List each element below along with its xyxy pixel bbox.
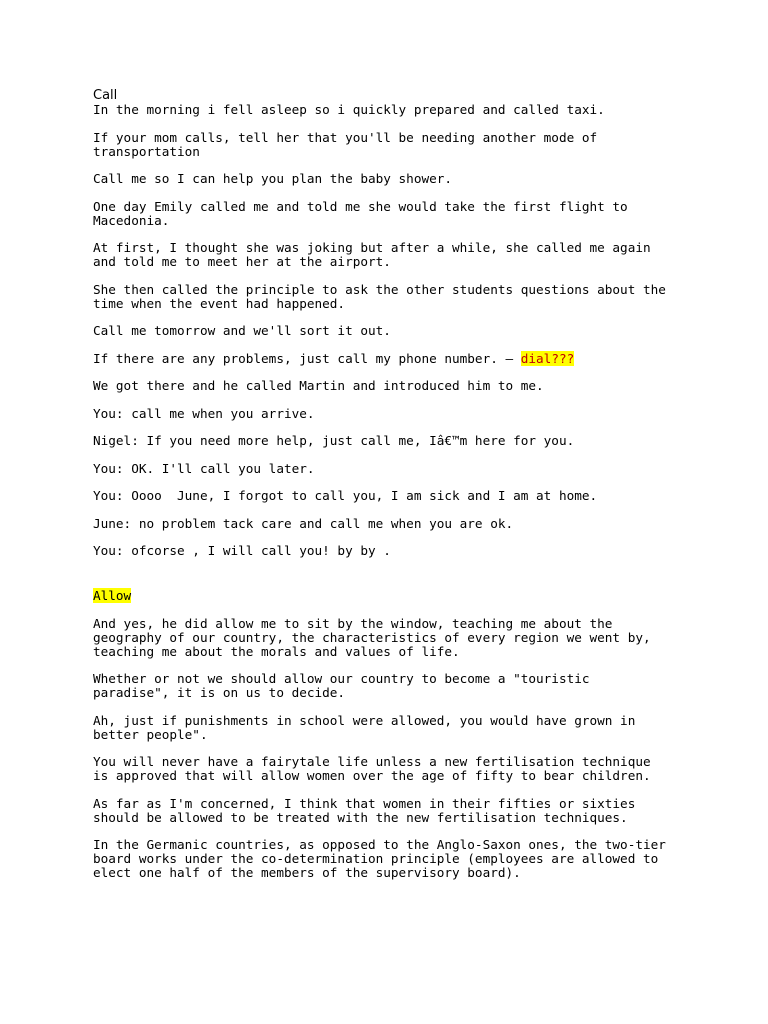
allow-paragraph: In the Germanic countries, as opposed to the Anglo-Saxon ones, the two-tier board works under the co-determination principle (employees are allowed to elect one half of the members of the supervisory board). bbox=[93, 837, 666, 880]
call-paragraph: You: ofcorse , I will call you! by by . bbox=[93, 543, 391, 558]
call-paragraph: You: Oooo June, I forgot to call you, I am sick and I am at home. bbox=[93, 488, 598, 503]
call-paragraph-text: If there are any problems, just call my phone number. – bbox=[93, 350, 521, 366]
section-heading-allow-text: Allow bbox=[93, 588, 132, 603]
call-paragraph: If your mom calls, tell her that you'll be needing another mode of transportation bbox=[93, 129, 598, 159]
section-heading-call: Call bbox=[93, 88, 118, 103]
call-paragraph: She then called the principle to ask the other students questions about the time when the event had happened. bbox=[93, 281, 666, 311]
section-heading-allow bbox=[93, 589, 693, 603]
call-paragraph: In the morning i fell asleep so i quickly prepared and called taxi. bbox=[93, 102, 605, 117]
allow-paragraph: And yes, he did allow me to sit by the window, teaching me about the geography of our country, the characteristics of every region we went by, teaching me about the morals and values of life. bbox=[93, 615, 651, 659]
highlighted-note-dial: dial??? bbox=[520, 350, 575, 366]
call-paragraph: At first, I thought she was joking but after a while, she called me again and told me to meet her at the airport. bbox=[93, 240, 651, 269]
document-page bbox=[93, 89, 693, 894]
call-paragraph: Call me so I can help you plan the baby shower. bbox=[93, 171, 453, 186]
allow-paragraph: You will never have a fairytale life unless a new fertilisation technique is approved that will allow women over the age of fifty to bear children. bbox=[93, 754, 651, 783]
call-paragraph: One day Emily called me and told me she would take the first flight to Macedonia. bbox=[93, 198, 628, 228]
allow-paragraph: Ah, just if punishments in school were allowed, you would have grown in better people". bbox=[93, 712, 636, 742]
allow-paragraph: Whether or not we should allow our country to become a "touristic paradise", it is on us to decide. bbox=[93, 671, 590, 700]
allow-paragraph: As far as I'm concerned, I think that women in their fifties or sixties should be allowed to be treated with the new fertilisation techniques. bbox=[93, 795, 636, 825]
call-paragraph-with-note bbox=[93, 352, 693, 366]
call-paragraph: We got there and he called Martin and introduced him to me. bbox=[93, 378, 544, 393]
call-paragraph: June: no problem tack care and call me when you are ok. bbox=[93, 515, 514, 531]
call-paragraph: Call me tomorrow and we'll sort it out. bbox=[93, 323, 391, 338]
call-paragraph: You: call me when you arrive. bbox=[93, 405, 315, 421]
call-paragraph: Nigel: If you need more help, just call me, Iâ€™m here for you. bbox=[93, 433, 575, 448]
call-paragraph: You: OK. I'll call you later. bbox=[93, 460, 315, 476]
